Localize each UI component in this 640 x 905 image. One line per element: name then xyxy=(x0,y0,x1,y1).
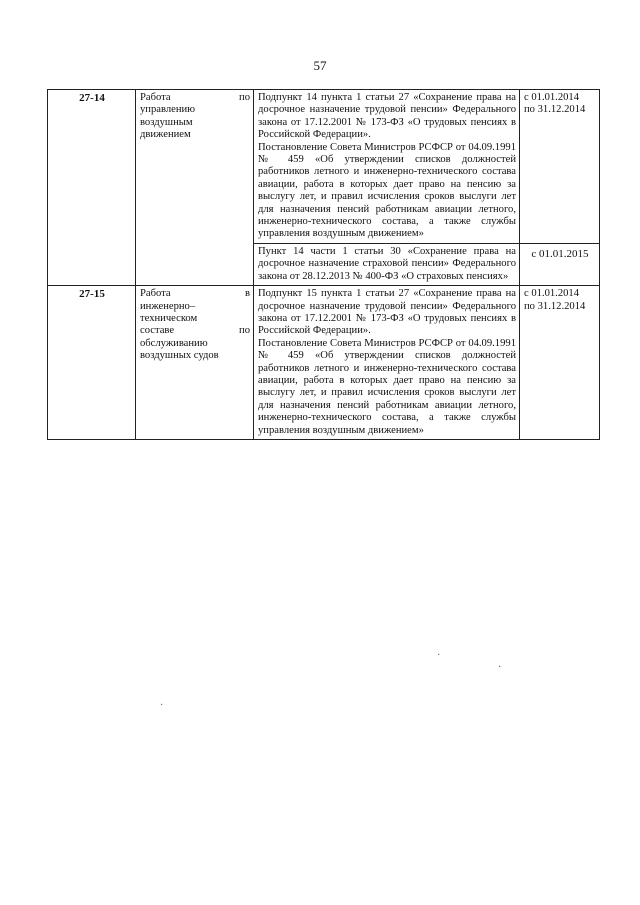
work-type-line: Работа по xyxy=(140,92,250,103)
row-number: 27-14 xyxy=(48,90,136,286)
work-type-cell xyxy=(136,90,254,286)
table-row xyxy=(48,286,600,440)
scan-speck: · xyxy=(437,650,441,661)
pension-table xyxy=(47,89,600,440)
legal-basis-paragraph: Подпункт 14 пункта 1 статьи 27 «Сохранение права на досрочное назначение трудовой пенсии» Федерального закона от 17.12.2001 № 173-ФЗ «О трудовых пенсиях в Российской Федерации». xyxy=(258,92,516,141)
legal-basis-cell xyxy=(254,90,520,244)
period-start: с 01.01.2014 xyxy=(524,288,580,300)
period-cell xyxy=(520,243,600,285)
legal-basis-paragraph: Подпункт 15 пункта 1 статьи 27 «Сохранение права на досрочное назначение трудовой пенсии» Федерального закона от 17.12.2001 № 173-ФЗ «О трудовых пенсиях в Российской Федерации». xyxy=(258,288,516,337)
work-type-line: управлению xyxy=(140,104,196,116)
work-type-line: Работа в xyxy=(140,288,250,300)
work-type-line: воздушных судов xyxy=(140,350,219,362)
work-type-line: составе по xyxy=(140,325,250,337)
period-cell xyxy=(520,90,600,244)
row-number: 27-15 xyxy=(48,286,136,440)
table-row xyxy=(48,90,600,244)
work-type-line: воздушным xyxy=(140,116,193,128)
legal-basis-paragraph: Постановление Совета Министров РСФСР от 04.09.1991 № 459 «Об утверждении списков должностей работников летного и инженерно-технического состава авиации, работа в которых дает право на пенсию за выслугу лет, и правил исчисления сроков выслуги лет для назначения пенсий работникам авиации летного, инженерно-технического состава, а также службы управления воздушным движением» xyxy=(258,141,516,240)
legal-basis-paragraph: Пункт 14 части 1 статьи 30 «Сохранение права на досрочное назначение страховой пенсии» Федерального закона от 28.12.2013 № 400-ФЗ «О страховых пенсиях» xyxy=(258,245,516,282)
period-cell xyxy=(520,286,600,440)
work-type-line: обслуживанию xyxy=(140,337,208,349)
work-type-line: техническом xyxy=(140,312,198,324)
legal-basis-paragraph: Постановление Совета Министров РСФСР от 04.09.1991 № 459 «Об утверждении списков должностей работников летного и инженерно-технического состава авиации, работа в которых дает право на пенсию за выслугу лет, и правил исчисления сроков выслуги лет для назначения пенсий работникам авиации летного, инженерно-технического состава, а также службы управления воздушным движением» xyxy=(258,337,516,436)
scan-speck: · xyxy=(160,700,164,711)
period-start: с 01.01.2014 xyxy=(524,92,580,103)
work-type-cell xyxy=(136,286,254,440)
period-end: по 31.12.2014 xyxy=(524,104,586,116)
legal-basis-cell xyxy=(254,243,520,285)
legal-basis-cell xyxy=(254,286,520,440)
page-number: 57 xyxy=(313,58,327,73)
work-type-line: движением xyxy=(140,129,191,141)
period-start: с 01.01.2015 xyxy=(531,247,589,260)
period-end: по 31.12.2014 xyxy=(524,300,586,312)
work-type-line: инженерно– xyxy=(140,300,196,312)
scan-speck: · xyxy=(498,662,502,673)
